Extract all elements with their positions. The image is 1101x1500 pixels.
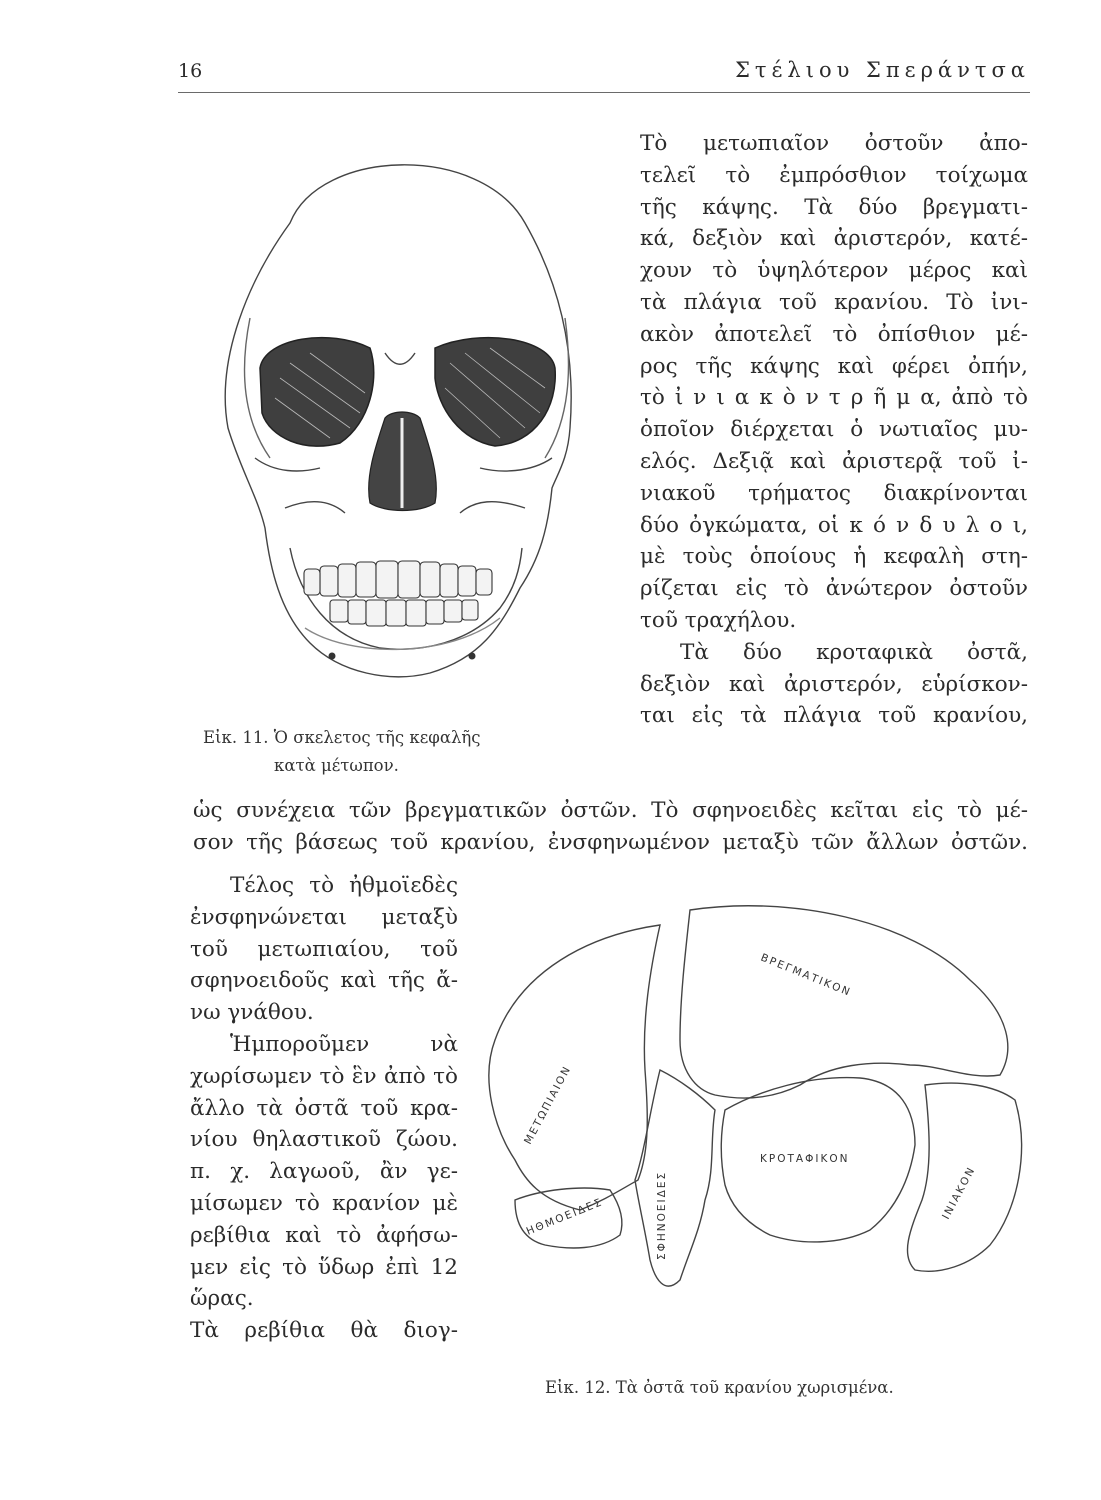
text-line: τῆς κάψης. Τὰ δύο βρεγματι- — [640, 194, 1028, 220]
text-line: σον τῆς βάσεως τοῦ κρανίου, ἐνσφηνωμένον μεταξὺ τῶν ἄλλων ὀστῶν. — [193, 829, 1028, 855]
text-line: τὸ ἰ ν ι α κ ὸ ν τ ρ ῆ μ α, ἀπὸ τὸ — [640, 385, 1028, 411]
text-line: ὡς συνέχεια τῶν βρεγματικῶν ὀστῶν. Τὸ σφηνοειδὲς κεῖται εἰς τὸ μέ- — [193, 798, 1028, 823]
text-line: χωρίσωμεν τὸ ἓν ἀπὸ τὸ — [190, 1063, 458, 1089]
text-line: μίσωμεν τὸ κρανίον μὲ — [190, 1190, 458, 1216]
text-line: ρίζεται εἰς τὸ ἀνώτερον ὀστοῦν — [640, 576, 1028, 602]
figure-12-caption: Εἰκ. 12. Τὰ ὀστᾶ τοῦ κρανίου χωρισμένα. — [545, 1378, 894, 1397]
text-line: ὥρας. — [190, 1286, 254, 1312]
text-line: μεν εἰς τὸ ὕδωρ ἐπὶ 12 — [190, 1254, 458, 1280]
figure-11-caption: Εἰκ. 11. Ὁ σκελετος τῆς κεφαλῆς — [203, 728, 481, 747]
left-column-text — [190, 870, 458, 1347]
page-header — [178, 50, 1030, 93]
text-line: χουν τὸ ὑψηλότερον μέρος καὶ — [640, 258, 1028, 284]
text-line: ελός. Δεξιᾷ καὶ ἀριστερᾷ τοῦ ἰ- — [640, 448, 1028, 474]
text-line: τελεῖ τὸ ἐμπρόσθιον τοίχωμα — [640, 162, 1028, 188]
text-line: Τέλος τὸ ἠθμοϊεδὲς — [230, 873, 458, 898]
full-width-text — [193, 795, 1028, 859]
skull-front-illustration — [180, 128, 625, 698]
text-line: ακὸν ἀποτελεῖ τὸ ὀπίσθιον μέ- — [640, 321, 1028, 347]
label-krotafikon: ΚΡΟΤΑΦΙΚΟΝ — [760, 1153, 850, 1165]
text-line: δεξιὸν καὶ ἀριστερόν, εὑρίσκον- — [640, 671, 1028, 697]
text-line: δύο ὀγκώματα, οἱ κ ό ν δ υ λ ο ι, — [640, 512, 1028, 538]
text-line: ται εἰς τὰ πλάγια τοῦ κρανίου, — [640, 703, 1028, 729]
text-line: ὁποῖον διέρχεται ὁ νωτιαῖος μυ- — [640, 417, 1028, 443]
text-line: κά, δεξιὸν καὶ ἀριστερόν, κατέ- — [640, 226, 1028, 252]
text-line: ρεβίθια καὶ τὸ ἀφήσω- — [190, 1222, 458, 1248]
text-line: τοῦ μετωπιαίου, τοῦ — [190, 936, 458, 962]
text-line: τὰ πλάγια τοῦ κρανίου. Τὸ ἰνι- — [640, 289, 1028, 315]
text-line: τοῦ τραχήλου. — [640, 607, 797, 633]
text-line: νιακοῦ τρήματος διακρίνονται — [640, 480, 1028, 506]
text-line: ἐνσφηνώνεται μεταξὺ — [190, 904, 458, 930]
text-line: Τὰ δύο κροταφικὰ ὀστᾶ, — [680, 639, 1028, 665]
text-line: μὲ τοὺς ὁποίους ἡ κεφαλὴ στη- — [640, 544, 1028, 570]
frontal-bone-outline — [489, 925, 660, 1210]
text-line: Ἡμποροῦμεν νὰ — [230, 1031, 458, 1057]
label-iniakon: ΙΝΙΑΚΟΝ — [940, 1164, 978, 1222]
text-line: σφηνοειδοῦς καὶ τῆς ἄ- — [190, 968, 458, 994]
parietal-bone-outline — [680, 906, 1008, 1098]
text-line: ἄλλο τὰ ὀστᾶ τοῦ κρα- — [190, 1095, 458, 1121]
running-head: Στέλιου Σπεράντσα — [735, 58, 1030, 82]
text-line: ρος τῆς κάψης καὶ φέρει ὀπήν, — [640, 353, 1028, 379]
figure-11-caption-continued: κατὰ μέτωπον. — [274, 756, 399, 775]
label-metopiaion: ΜΕΤΩΠΙΑΙΟΝ — [522, 1063, 574, 1147]
right-column-text — [640, 128, 1028, 732]
label-ithmoeides: ΗΘΜΟΕΙΔΕΣ — [524, 1196, 605, 1238]
label-sfinoeides: ΣΦΗΝΟΕΙΔΕΣ — [656, 1170, 668, 1260]
text-line: νω γνάθου. — [190, 1000, 314, 1026]
label-bregmatikon: ΒΡΕΓΜΑΤΙΚΟΝ — [758, 951, 854, 1000]
page-number: 16 — [178, 60, 203, 82]
text-line: Τὸ μετωπιαῖον ὀστοῦν ἀπο- — [640, 131, 1028, 156]
text-line: Τὰ ρεβίθια θὰ διογ- — [190, 1318, 458, 1344]
text-line: π. χ. λαγωοῦ, ἂν γε- — [190, 1159, 458, 1185]
text-line: νίου θηλαστικοῦ ζώου. — [190, 1127, 458, 1153]
cranium-bones-illustration — [470, 900, 1030, 1360]
